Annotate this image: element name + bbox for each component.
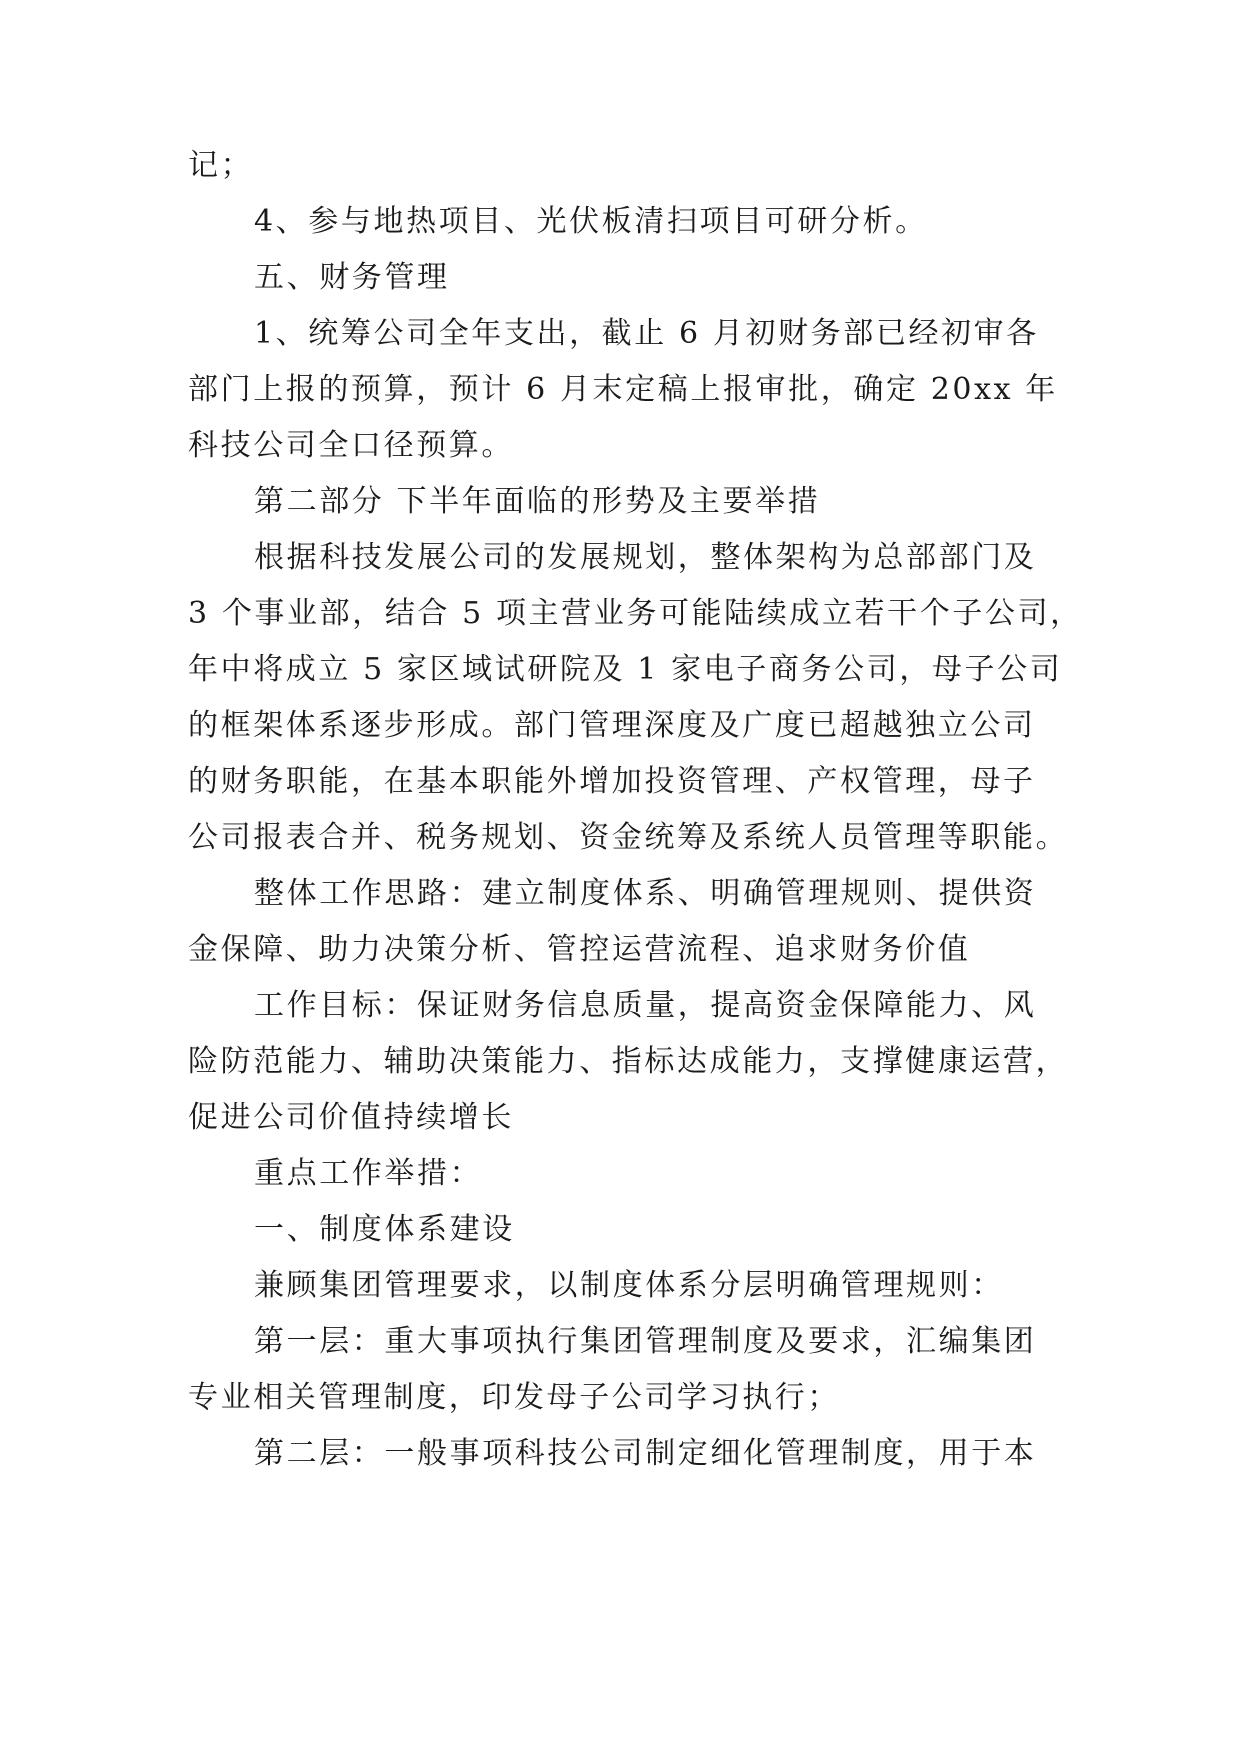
text-line: 金保障、助力决策分析、管控运营流程、追求财务价值 bbox=[188, 932, 971, 967]
text-line: 兼顾集团管理要求，以制度体系分层明确管理规则： bbox=[254, 1268, 1004, 1303]
text-line: 1、统筹公司全年支出，截止 6 月初财务部已经初审各 bbox=[254, 316, 1039, 351]
part-heading: 第二部分 下半年面临的形势及主要举措 bbox=[254, 484, 821, 519]
text-line: 险防范能力、辅助决策能力、指标达成能力，支撑健康运营， bbox=[188, 1044, 1069, 1079]
section-heading: 五、财务管理 bbox=[254, 260, 450, 295]
text-line: 3 个事业部，结合 5 项主营业务可能陆续成立若干个子公司， bbox=[188, 596, 1083, 631]
text-line: 重点工作举措： bbox=[254, 1156, 483, 1191]
text-line: 专业相关管理制度，印发母子公司学习执行； bbox=[188, 1380, 840, 1415]
text-line: 记； bbox=[188, 148, 254, 183]
text-line: 科技公司全口径预算。 bbox=[188, 428, 514, 463]
text-line: 的框架体系逐步形成。部门管理深度及广度已超越独立公司 bbox=[188, 708, 1036, 743]
text-line: 部门上报的预算，预计 6 月末定稿上报审批，确定 20xx 年 bbox=[188, 372, 1058, 407]
text-line: 4、参与地热项目、光伏板清扫项目可研分析。 bbox=[254, 204, 928, 239]
text-line: 根据科技发展公司的发展规划，整体架构为总部部门及 bbox=[254, 540, 1037, 575]
text-line: 年中将成立 5 家区域试研院及 1 家电子商务公司，母子公司 bbox=[188, 652, 1063, 687]
text-line: 促进公司价值持续增长 bbox=[188, 1100, 514, 1135]
text-line: 的财务职能，在基本职能外增加投资管理、产权管理，母子 bbox=[188, 764, 1036, 799]
text-line: 公司报表合并、税务规划、资金统筹及系统人员管理等职能。 bbox=[188, 820, 1069, 855]
text-line: 第一层：重大事项执行集团管理制度及要求，汇编集团 bbox=[254, 1324, 1037, 1359]
text-line: 第二层：一般事项科技公司制定细化管理制度，用于本 bbox=[254, 1436, 1037, 1471]
text-line: 工作目标：保证财务信息质量，提高资金保障能力、风 bbox=[254, 988, 1037, 1023]
text-line: 整体工作思路：建立制度体系、明确管理规则、提供资 bbox=[254, 876, 1037, 911]
section-heading: 一、制度体系建设 bbox=[254, 1212, 515, 1247]
